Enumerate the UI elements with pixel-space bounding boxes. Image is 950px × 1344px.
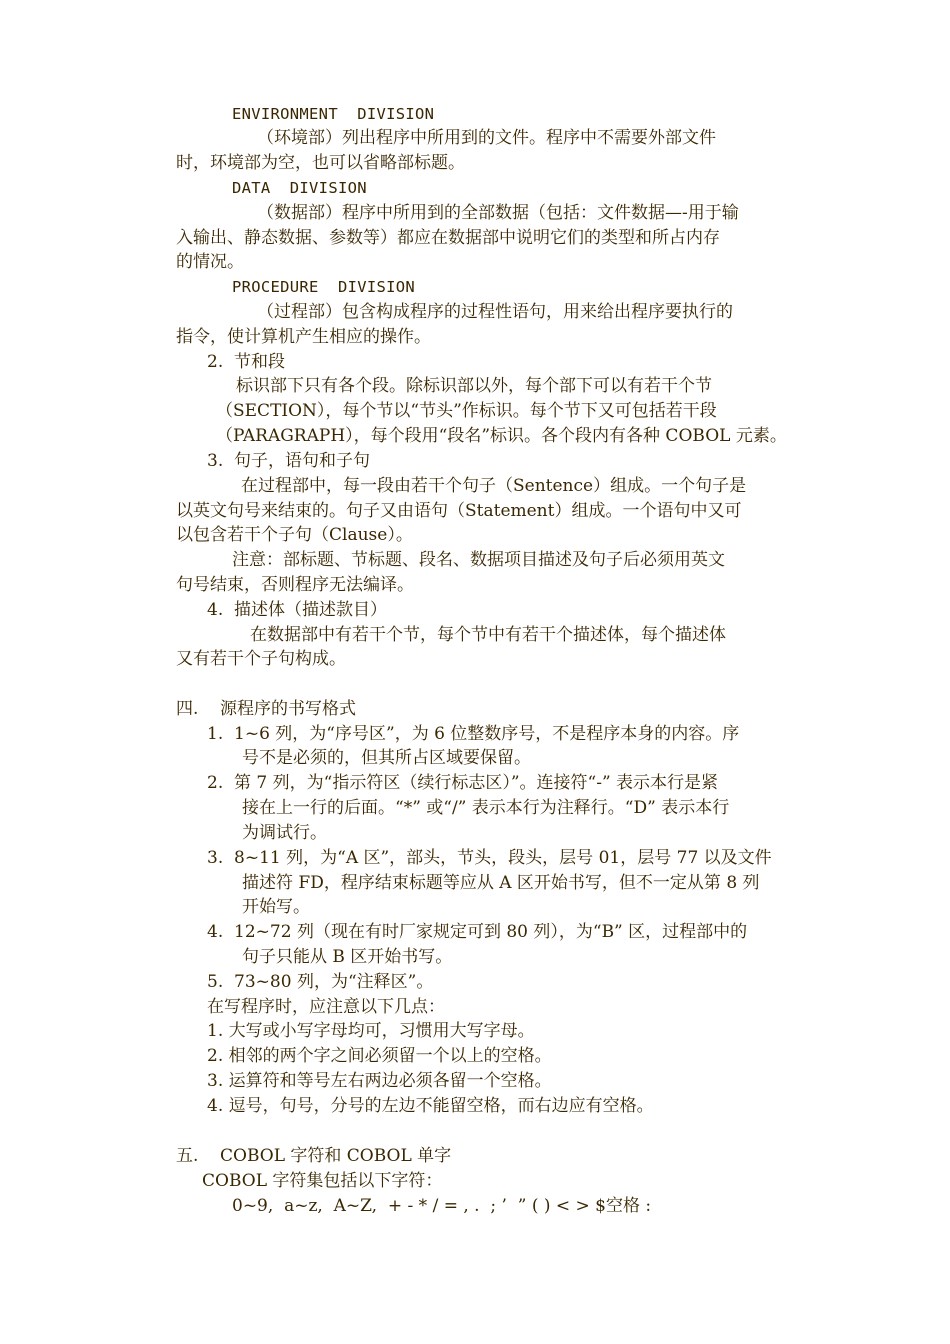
list-item: 1. 1~6 列，为“序号区”，为 6 位整数序号，不是程序本身的内容。序 [207,724,740,744]
paragraph-line: 注意：部标题、节标题、段名、数据项目描述及句子后必须用英文 [232,550,725,570]
heading-data-division: DATA DIVISION [232,179,367,197]
list-item-continuation: 句子只能从 B 区开始书写。 [242,947,453,967]
paragraph-line: 句号结束，否则程序无法编译。 [176,575,414,595]
list-item: 3. 运算符和等号左右两边必须各留一个空格。 [207,1071,552,1091]
list-item: 2. 第 7 列，为“指示符区（续行标志区）”。连接符“-” 表示本行是紧 [207,773,719,793]
list-item: 3. 8~11 列，为“A 区”，部头，节头，段头，层号 01，层号 77 以及文件 [207,848,772,868]
paragraph-line: 指令，使计算机产生相应的操作。 [176,327,431,347]
paragraph-line: （环境部）列出程序中所用到的文件。程序中不需要外部文件 [257,128,716,148]
paragraph-line: 的情况。 [176,252,244,272]
chapter-heading: 四. 源程序的书写格式 [176,699,357,719]
paragraph-line: 入输出、静态数据、参数等）都应在数据部中说明它们的类型和所占内存 [176,228,720,248]
section-heading: 4. 描述体（描述款目） [207,600,388,620]
paragraph-line: 以包含若干个子句（Clause）。 [176,525,413,545]
list-item-continuation: 描述符 FD，程序结束标题等应从 A 区开始书写，但不一定从第 8 列 [242,873,760,893]
paragraph-line: COBOL 字符集包括以下字符： [202,1171,443,1191]
list-item: 5. 73~80 列，为“注释区”。 [207,972,434,992]
chapter-heading: 五. COBOL 字符和 COBOL 单字 [176,1146,452,1166]
heading-procedure-division: PROCEDURE DIVISION [232,278,416,296]
paragraph-line: 以英文句号来结束的。句子又由语句（Statement）组成。一个语句中又可 [176,501,742,521]
paragraph-line: （数据部）程序中所用到的全部数据（包括：文件数据—-用于输 [257,203,739,223]
paragraph-line: （PARAGRAPH），每个段用“段名”标识。各个段内有各种 COBOL 元素。 [216,426,787,446]
paragraph-line: 在写程序时，应注意以下几点： [207,997,445,1017]
list-item: 4. 逗号，句号，分号的左边不能留空格，而右边应有空格。 [207,1096,654,1116]
list-item: 2. 相邻的两个字之间必须留一个以上的空格。 [207,1046,552,1066]
list-item-continuation: 为调试行。 [242,823,327,843]
character-set-line: 0~9, a~z, A~Z, + - * / = , . ; ’ ” ( ) < > $空格 : [232,1196,652,1216]
list-item-continuation: 开始写。 [242,897,310,917]
paragraph-line: 又有若干个子句构成。 [176,649,346,669]
list-item-continuation: 接在上一行的后面。“*” 或“/” 表示本行为注释行。“D” 表示本行 [242,798,730,818]
list-item: 1. 大写或小写字母均可，习惯用大写字母。 [207,1021,535,1041]
list-item: 4. 12~72 列（现在有时厂家规定可到 80 列），为“B” 区，过程部中的 [207,922,748,942]
list-item-continuation: 号不是必须的，但其所占区域要保留。 [242,748,531,768]
paragraph-line: （过程部）包含构成程序的过程性语句，用来给出程序要执行的 [257,302,733,322]
paragraph-line: （SECTION），每个节以“节头”作标识。每个节下又可包括若干段 [216,401,717,421]
section-heading: 3. 句子，语句和子句 [207,451,371,471]
paragraph-line: 在过程部中，每一段由若干个句子（Sentence）组成。一个句子是 [241,476,747,496]
paragraph-line: 时，环境部为空，也可以省略部标题。 [176,153,465,173]
section-heading: 2. 节和段 [207,352,286,372]
heading-environment-division: ENVIRONMENT DIVISION [232,105,435,123]
paragraph-line: 在数据部中有若干个节，每个节中有若干个描述体，每个描述体 [250,625,726,645]
paragraph-line: 标识部下只有各个段。除标识部以外，每个部下可以有若干个节 [236,376,712,396]
